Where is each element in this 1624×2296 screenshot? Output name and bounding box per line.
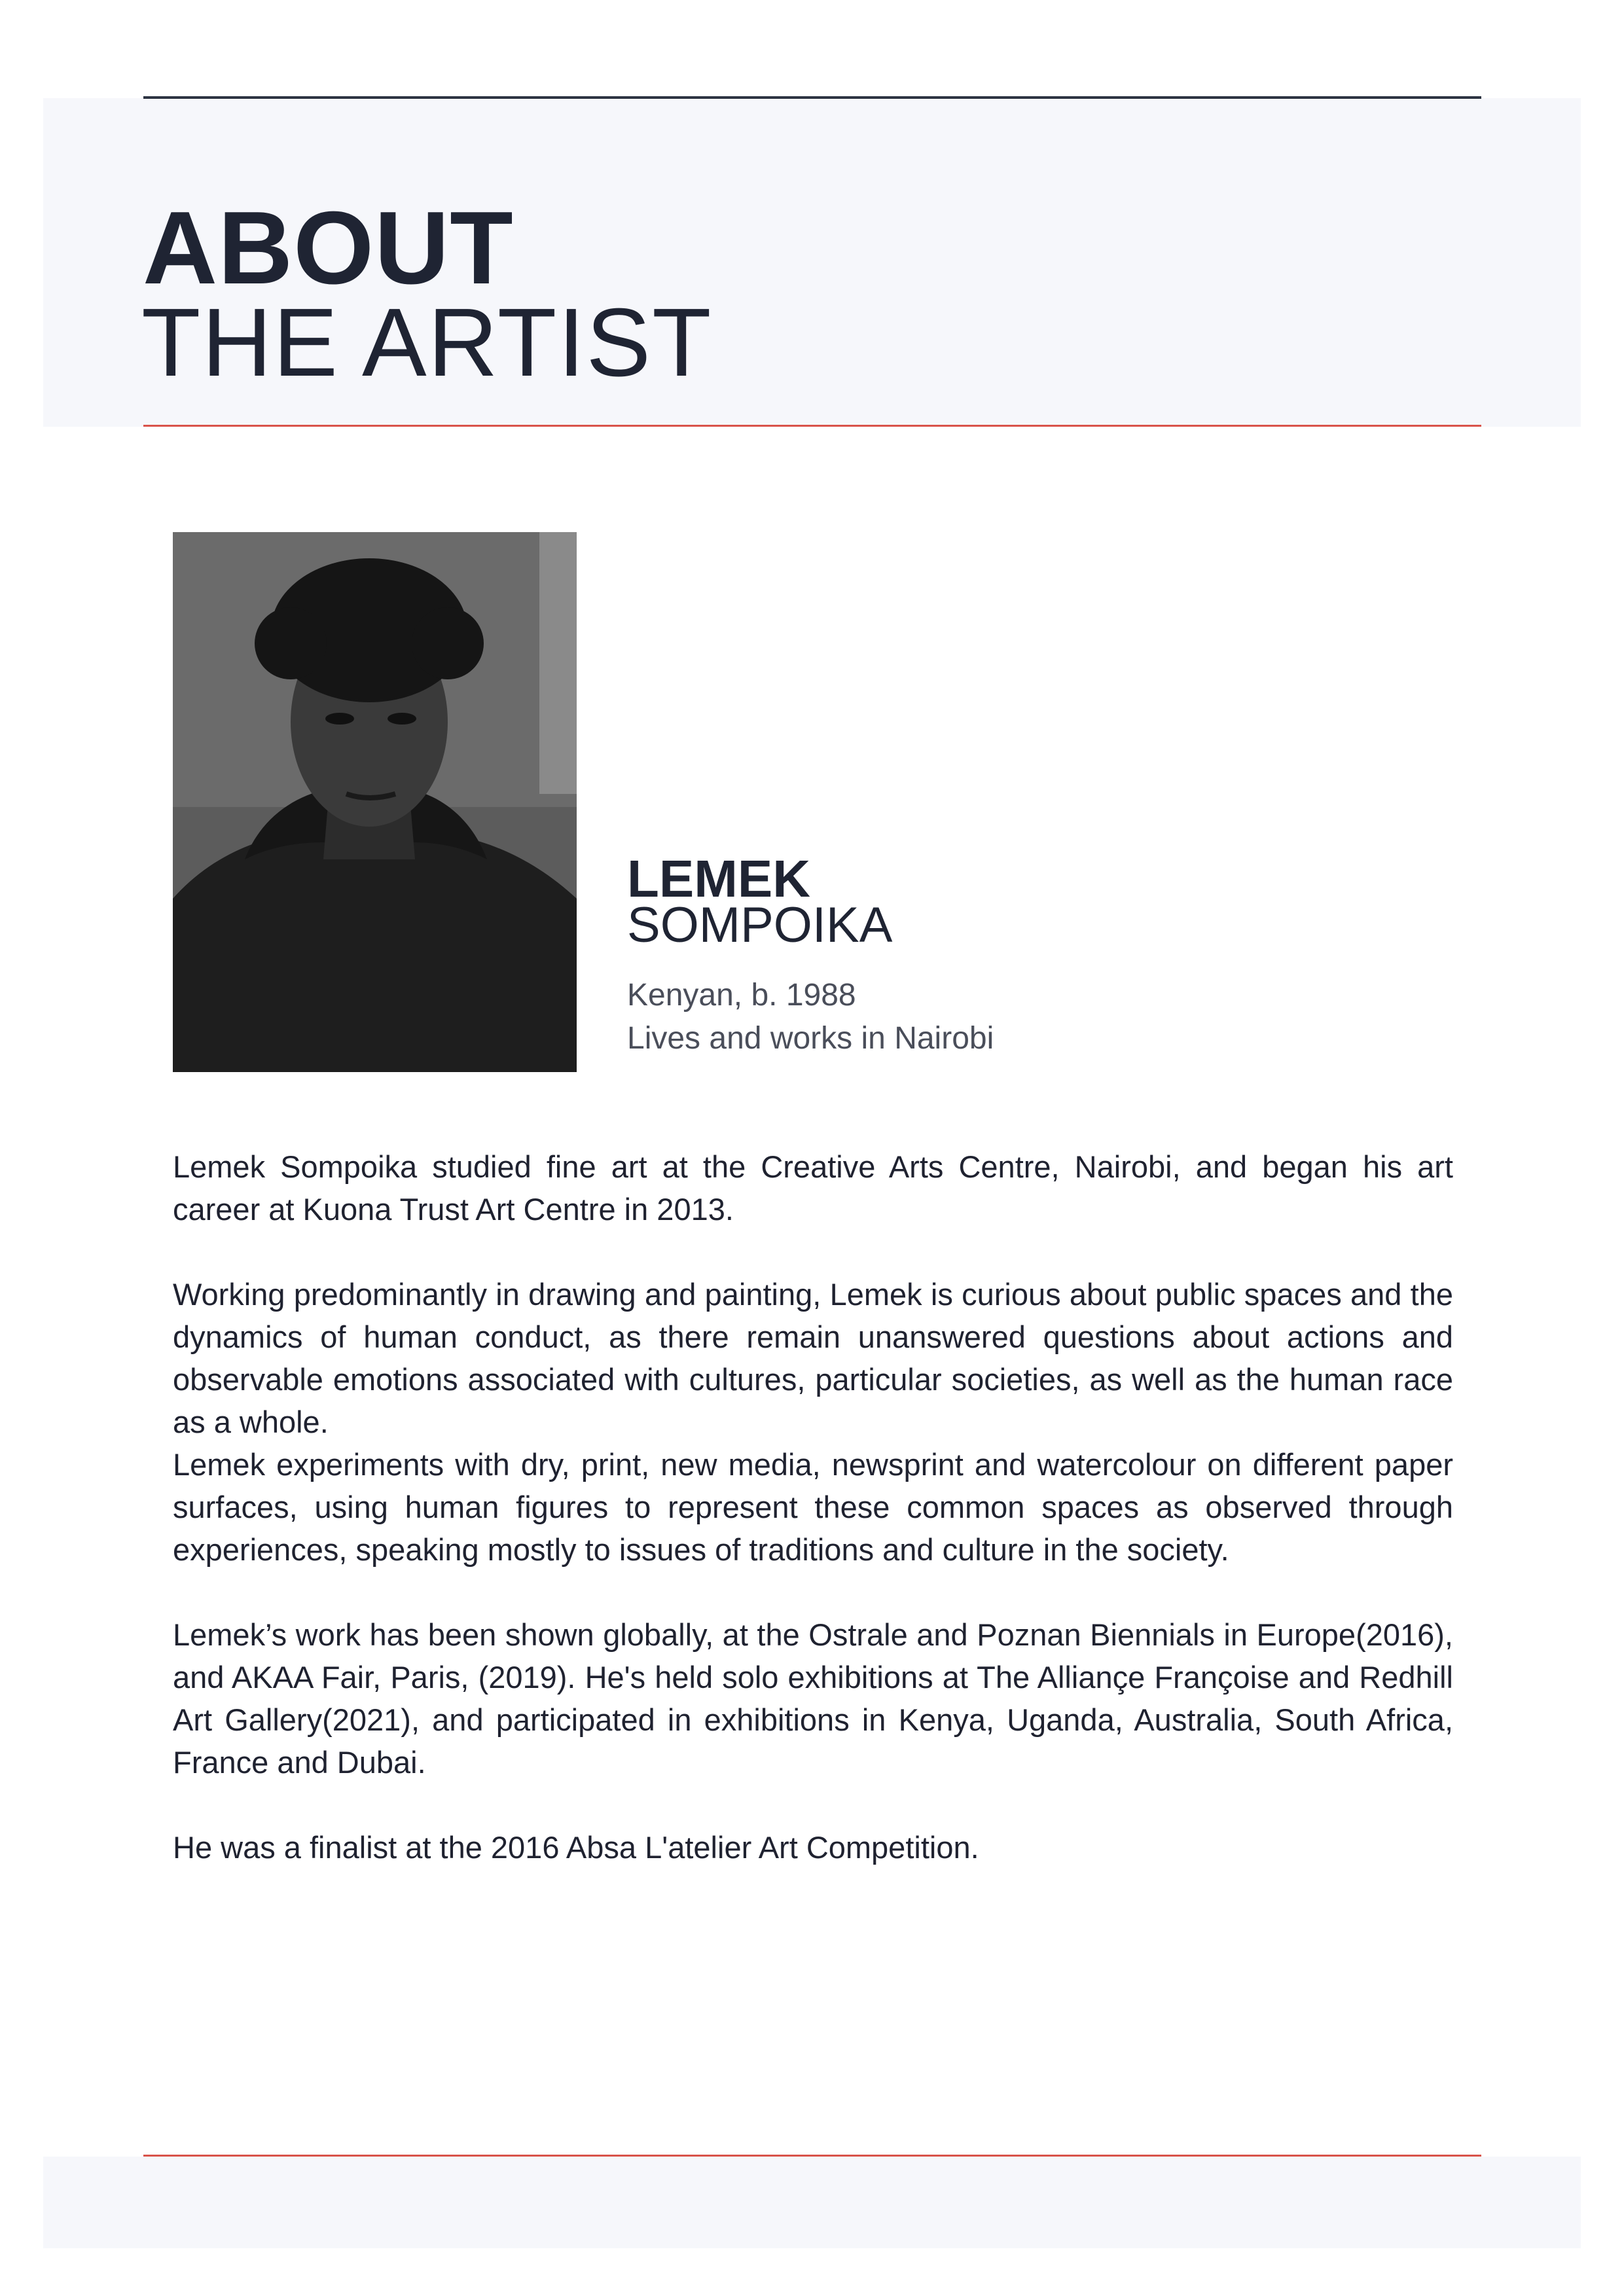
page-title-strong: ABOUT [143,190,514,306]
header-divider [143,425,1481,427]
bio-paragraph-practice: Working predominantly in drawing and painting, Lemek is curious about public spaces and the dynamics of human conduct, as there remain unanswered questions about actions and observable emotions associated with cultures, particular societies, as well as the human race as a whole. [173,1277,1453,1439]
page-title-light: THE ARTIST [141,289,713,397]
artist-location: Lives and works in Nairobi [627,1021,994,1056]
bio-paragraph-award: He was a finalist at the 2016 Absa L'atelier Art Competition. [173,1830,979,1865]
artist-last-name: SOMPOIKA [627,897,893,953]
artist-portrait [173,532,577,1072]
artist-origin: Kenyan, b. 1988 [627,978,856,1013]
bio-paragraph-media: Lemek experiments with dry, print, new media, newsprint and watercolour on different paper surfaces, using human figures to represent these common spaces as observed through experiences, speaking mostly to issues of traditions and culture in the society. [173,1447,1453,1567]
artist-first-name: LEMEK [627,850,810,908]
footer-band [43,2157,1581,2248]
bio-paragraph-exhibitions: Lemek’s work has been shown globally, at the Ostrale and Poznan Biennials in Europe(2016), and AKAA Fair, Paris, (2019). He's held solo exhibitions at The Alliançe Françoise and Redhill Art Gallery(2021), and participated in exhibitions in Kenya, Uganda, Australia, South Africa, France and Dubai. [173,1617,1453,1780]
bio-paragraph-education: Lemek Sompoika studied fine art at the Creative Arts Centre, Nairobi, and began his art career at Kuona Trust Art Centre in 2013. [173,1149,1453,1227]
top-divider [143,96,1481,99]
